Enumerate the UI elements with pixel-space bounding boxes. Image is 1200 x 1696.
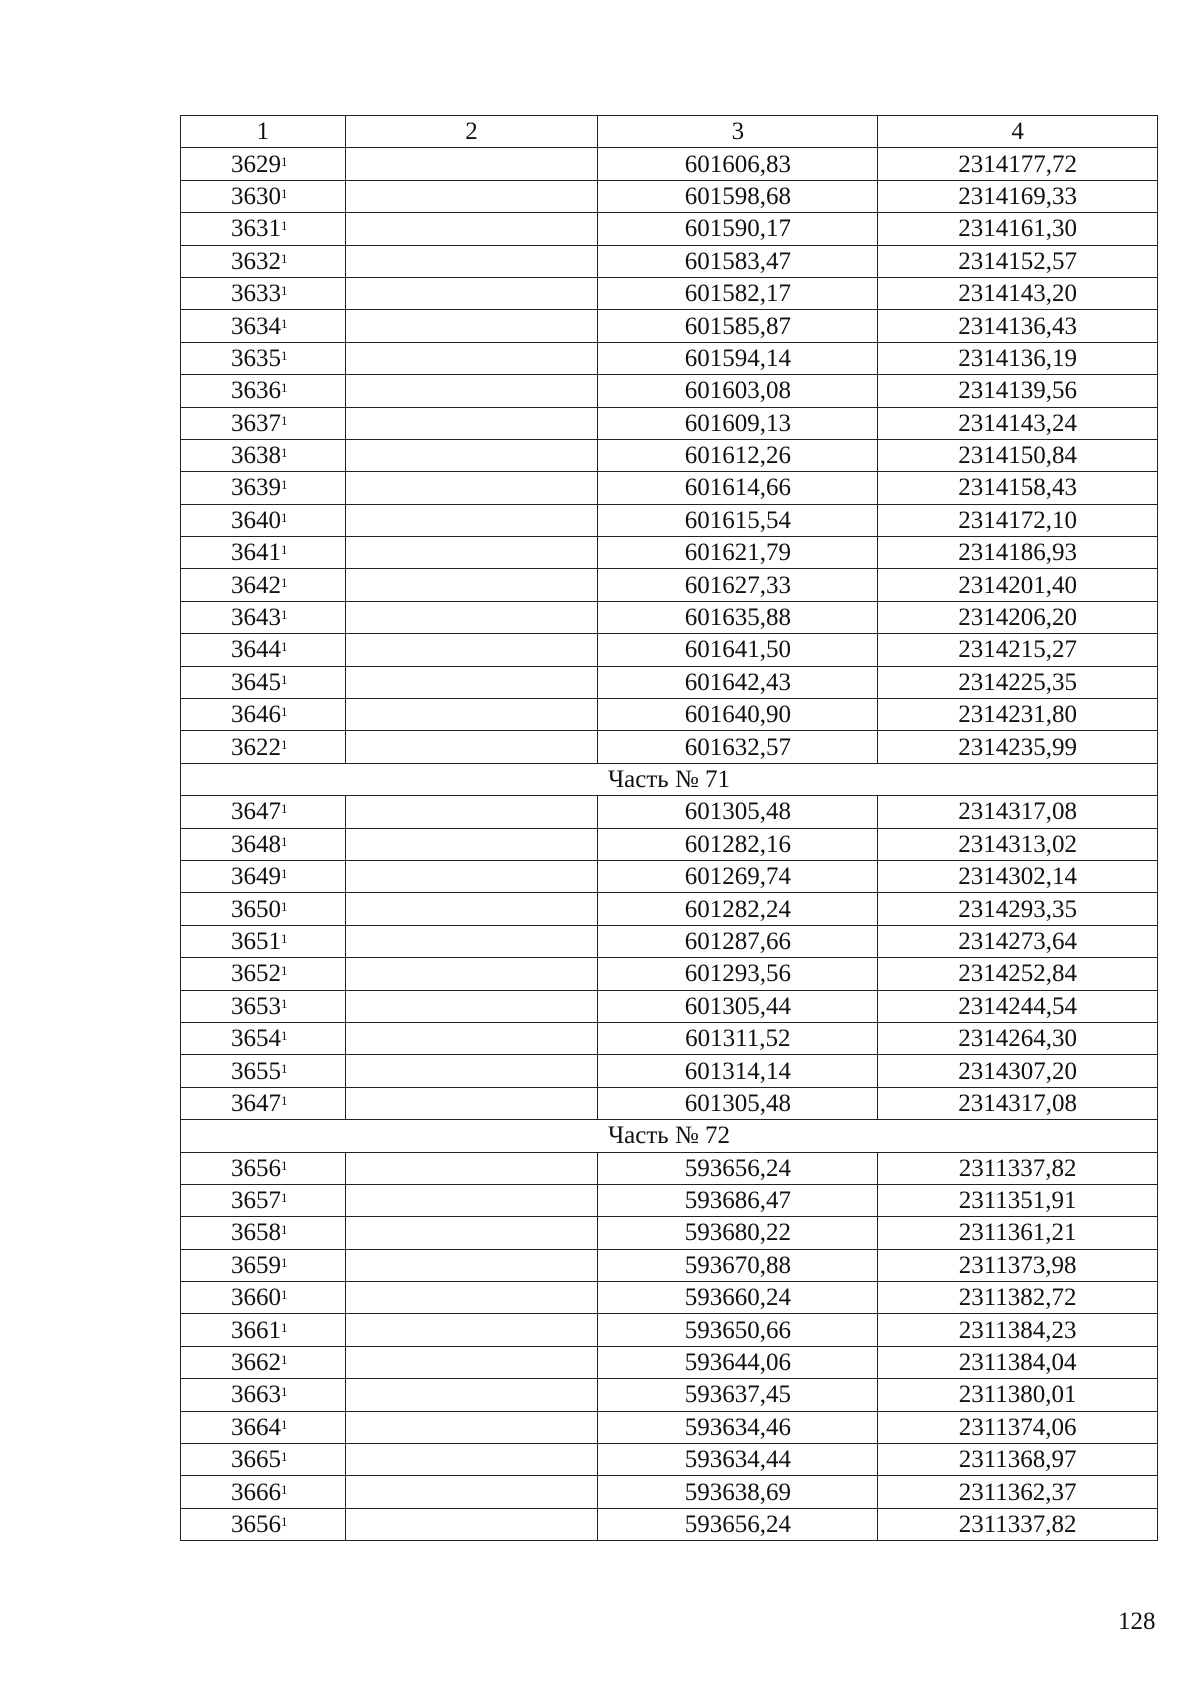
empty-cell [345, 310, 598, 342]
point-number-superscript: 1 [281, 1190, 288, 1206]
point-number: 3632 [231, 247, 281, 275]
x-coordinate-cell: 601612,26 [598, 439, 878, 471]
point-number-superscript: 1 [281, 866, 288, 882]
empty-cell [345, 1314, 598, 1346]
point-number-superscript: 1 [281, 283, 288, 299]
point-number-cell [181, 1087, 346, 1119]
point-number: 3640 [231, 506, 281, 534]
y-coordinate-cell: 2314177,72 [878, 148, 1158, 180]
point-number-cell [181, 1249, 346, 1281]
empty-cell [345, 180, 598, 212]
point-number: 3645 [231, 668, 281, 696]
table-row [181, 1508, 1158, 1540]
empty-cell [345, 277, 598, 309]
point-number: 3656 [231, 1510, 281, 1538]
table-row [181, 1249, 1158, 1281]
table-row [181, 1282, 1158, 1314]
x-coordinate-cell: 601598,68 [598, 180, 878, 212]
empty-cell [345, 375, 598, 407]
point-number-superscript: 1 [281, 315, 288, 331]
x-coordinate-cell: 593656,24 [598, 1508, 878, 1540]
x-coordinate-cell: 593686,47 [598, 1184, 878, 1216]
table-row [181, 342, 1158, 374]
y-coordinate-cell: 2314231,80 [878, 699, 1158, 731]
table-row [181, 731, 1158, 763]
y-coordinate-cell: 2314225,35 [878, 666, 1158, 698]
x-coordinate-cell: 601614,66 [598, 472, 878, 504]
x-coordinate-cell: 601269,74 [598, 860, 878, 892]
point-number: 3641 [231, 539, 281, 567]
y-coordinate-cell: 2314136,43 [878, 310, 1158, 342]
table-row [181, 990, 1158, 1022]
point-number: 3622 [231, 733, 281, 761]
table-row [181, 1346, 1158, 1378]
table-row [181, 375, 1158, 407]
y-coordinate-cell: 2314244,54 [878, 990, 1158, 1022]
table-row [181, 925, 1158, 957]
point-number-superscript: 1 [281, 1481, 288, 1497]
header-cell: 1 [181, 116, 346, 148]
y-coordinate-cell: 2311374,06 [878, 1411, 1158, 1443]
point-number: 3658 [231, 1219, 281, 1247]
empty-cell [345, 1184, 598, 1216]
point-number-cell [181, 310, 346, 342]
table-row [181, 148, 1158, 180]
table-row [181, 666, 1158, 698]
point-number-cell [181, 504, 346, 536]
point-number: 3637 [231, 409, 281, 437]
x-coordinate-cell: 601606,83 [598, 148, 878, 180]
x-coordinate-cell: 601305,48 [598, 1087, 878, 1119]
x-coordinate-cell: 601293,56 [598, 958, 878, 990]
table-row [181, 407, 1158, 439]
x-coordinate-cell: 593644,06 [598, 1346, 878, 1378]
point-number-cell [181, 634, 346, 666]
point-number-cell [181, 1022, 346, 1054]
table-row [181, 439, 1158, 471]
table-row [181, 537, 1158, 569]
x-coordinate-cell: 593670,88 [598, 1249, 878, 1281]
point-number-cell [181, 1476, 346, 1508]
table-row [181, 504, 1158, 536]
empty-cell [345, 699, 598, 731]
empty-cell [345, 1087, 598, 1119]
y-coordinate-cell: 2314136,19 [878, 342, 1158, 374]
x-coordinate-cell: 601305,48 [598, 796, 878, 828]
point-number: 3649 [231, 863, 281, 891]
coordinates-table [180, 115, 1158, 1541]
point-number-cell [181, 1055, 346, 1087]
x-coordinate-cell: 601621,79 [598, 537, 878, 569]
empty-cell [345, 407, 598, 439]
y-coordinate-cell: 2311384,04 [878, 1346, 1158, 1378]
point-number-cell [181, 666, 346, 698]
table-row [181, 1055, 1158, 1087]
point-number-superscript: 1 [281, 1449, 288, 1465]
y-coordinate-cell: 2314293,35 [878, 893, 1158, 925]
point-number: 3635 [231, 344, 281, 372]
point-number: 3634 [231, 312, 281, 340]
section-row [181, 1120, 1158, 1152]
x-coordinate-cell: 601615,54 [598, 504, 878, 536]
point-number-superscript: 1 [281, 445, 288, 461]
point-number-superscript: 1 [281, 833, 288, 849]
section-row [181, 763, 1158, 795]
x-coordinate-cell: 601627,33 [598, 569, 878, 601]
point-number: 3654 [231, 1025, 281, 1053]
empty-cell [345, 860, 598, 892]
point-number-superscript: 1 [281, 671, 288, 687]
empty-cell [345, 1508, 598, 1540]
point-number: 3639 [231, 474, 281, 502]
point-number-superscript: 1 [281, 1287, 288, 1303]
empty-cell [345, 1217, 598, 1249]
empty-cell [345, 634, 598, 666]
point-number: 3643 [231, 604, 281, 632]
point-number-superscript: 1 [281, 1319, 288, 1335]
empty-cell [345, 666, 598, 698]
empty-cell [345, 1282, 598, 1314]
point-number-cell [181, 796, 346, 828]
point-number-superscript: 1 [281, 963, 288, 979]
y-coordinate-cell: 2311351,91 [878, 1184, 1158, 1216]
point-number-cell [181, 990, 346, 1022]
point-number-cell [181, 828, 346, 860]
point-number-superscript: 1 [281, 380, 288, 396]
point-number: 3659 [231, 1251, 281, 1279]
point-number-superscript: 1 [281, 509, 288, 525]
table-row [181, 1087, 1158, 1119]
point-number-superscript: 1 [281, 801, 288, 817]
table-row [181, 1217, 1158, 1249]
x-coordinate-cell: 601282,24 [598, 893, 878, 925]
point-number: 3630 [231, 182, 281, 210]
x-coordinate-cell: 601287,66 [598, 925, 878, 957]
empty-cell [345, 342, 598, 374]
y-coordinate-cell: 2314264,30 [878, 1022, 1158, 1054]
empty-cell [345, 1152, 598, 1184]
y-coordinate-cell: 2314307,20 [878, 1055, 1158, 1087]
x-coordinate-cell: 601305,44 [598, 990, 878, 1022]
point-number-cell [181, 1184, 346, 1216]
table-row [181, 245, 1158, 277]
point-number-cell [181, 472, 346, 504]
y-coordinate-cell: 2311373,98 [878, 1249, 1158, 1281]
point-number: 3663 [231, 1381, 281, 1409]
point-number-superscript: 1 [281, 1028, 288, 1044]
empty-cell [345, 1022, 598, 1054]
x-coordinate-cell: 601314,14 [598, 1055, 878, 1087]
empty-cell [345, 1055, 598, 1087]
empty-cell [345, 472, 598, 504]
x-coordinate-cell: 601635,88 [598, 601, 878, 633]
point-number: 3644 [231, 636, 281, 664]
point-number: 3660 [231, 1284, 281, 1312]
y-coordinate-cell: 2314161,30 [878, 213, 1158, 245]
empty-cell [345, 569, 598, 601]
point-number-superscript: 1 [281, 250, 288, 266]
x-coordinate-cell: 601603,08 [598, 375, 878, 407]
y-coordinate-cell: 2314150,84 [878, 439, 1158, 471]
empty-cell [345, 537, 598, 569]
point-number-superscript: 1 [281, 1352, 288, 1368]
point-number-cell [181, 148, 346, 180]
point-number-superscript: 1 [281, 704, 288, 720]
table-row [181, 213, 1158, 245]
point-number: 3661 [231, 1316, 281, 1344]
empty-cell [345, 1411, 598, 1443]
point-number-cell [181, 213, 346, 245]
table-row [181, 828, 1158, 860]
x-coordinate-cell: 593638,69 [598, 1476, 878, 1508]
y-coordinate-cell: 2314152,57 [878, 245, 1158, 277]
point-number: 3646 [231, 701, 281, 729]
header-cell: 3 [598, 116, 878, 148]
empty-cell [345, 958, 598, 990]
x-coordinate-cell: 601609,13 [598, 407, 878, 439]
y-coordinate-cell: 2314313,02 [878, 828, 1158, 860]
empty-cell [345, 504, 598, 536]
table-row [181, 860, 1158, 892]
point-number-superscript: 1 [281, 1384, 288, 1400]
point-number-cell [181, 245, 346, 277]
point-number-superscript: 1 [281, 1513, 288, 1529]
point-number-cell [181, 1379, 346, 1411]
point-number-superscript: 1 [281, 1416, 288, 1432]
y-coordinate-cell: 2314139,56 [878, 375, 1158, 407]
empty-cell [345, 1476, 598, 1508]
point-number: 3655 [231, 1057, 281, 1085]
page-number: 128 [1118, 1608, 1156, 1635]
point-number: 3642 [231, 571, 281, 599]
point-number: 3631 [231, 215, 281, 243]
x-coordinate-cell: 601641,50 [598, 634, 878, 666]
point-number-cell [181, 180, 346, 212]
table-row [181, 1184, 1158, 1216]
table-row [181, 1379, 1158, 1411]
header-row [181, 116, 1158, 148]
y-coordinate-cell: 2314206,20 [878, 601, 1158, 633]
empty-cell [345, 245, 598, 277]
point-number-cell [181, 893, 346, 925]
y-coordinate-cell: 2311368,97 [878, 1444, 1158, 1476]
y-coordinate-cell: 2311337,82 [878, 1508, 1158, 1540]
point-number: 3651 [231, 927, 281, 955]
point-number-cell [181, 1282, 346, 1314]
point-number-cell [181, 537, 346, 569]
y-coordinate-cell: 2314186,93 [878, 537, 1158, 569]
point-number: 3648 [231, 830, 281, 858]
table-row [181, 634, 1158, 666]
x-coordinate-cell: 601585,87 [598, 310, 878, 342]
y-coordinate-cell: 2314215,27 [878, 634, 1158, 666]
point-number-superscript: 1 [281, 542, 288, 558]
point-number-cell [181, 731, 346, 763]
y-coordinate-cell: 2314273,64 [878, 925, 1158, 957]
point-number: 3636 [231, 377, 281, 405]
x-coordinate-cell: 593637,45 [598, 1379, 878, 1411]
point-number-cell [181, 925, 346, 957]
empty-cell [345, 601, 598, 633]
point-number-cell [181, 1444, 346, 1476]
point-number: 3657 [231, 1187, 281, 1215]
table-row [181, 180, 1158, 212]
table-row [181, 958, 1158, 990]
point-number: 3665 [231, 1446, 281, 1474]
point-number-cell [181, 601, 346, 633]
point-number-cell [181, 958, 346, 990]
point-number-superscript: 1 [281, 1222, 288, 1238]
point-number-cell [181, 860, 346, 892]
y-coordinate-cell: 2314235,99 [878, 731, 1158, 763]
empty-cell [345, 731, 598, 763]
point-number: 3638 [231, 442, 281, 470]
table-row [181, 796, 1158, 828]
point-number-cell [181, 1508, 346, 1540]
point-number-cell [181, 439, 346, 471]
point-number: 3633 [231, 280, 281, 308]
point-number-superscript: 1 [281, 412, 288, 428]
x-coordinate-cell: 593660,24 [598, 1282, 878, 1314]
point-number-cell [181, 1346, 346, 1378]
point-number-cell [181, 375, 346, 407]
x-coordinate-cell: 601594,14 [598, 342, 878, 374]
empty-cell [345, 990, 598, 1022]
point-number-superscript: 1 [281, 153, 288, 169]
table-row [181, 1022, 1158, 1054]
y-coordinate-cell: 2311380,01 [878, 1379, 1158, 1411]
point-number: 3647 [231, 1089, 281, 1117]
point-number: 3666 [231, 1478, 281, 1506]
table-row [181, 1152, 1158, 1184]
point-number: 3662 [231, 1349, 281, 1377]
table-row [181, 893, 1158, 925]
section-title: Часть № 72 [181, 1120, 1158, 1152]
point-number-cell [181, 1217, 346, 1249]
point-number-cell [181, 342, 346, 374]
y-coordinate-cell: 2314317,08 [878, 796, 1158, 828]
x-coordinate-cell: 601642,43 [598, 666, 878, 698]
empty-cell [345, 1346, 598, 1378]
y-coordinate-cell: 2314169,33 [878, 180, 1158, 212]
y-coordinate-cell: 2314158,43 [878, 472, 1158, 504]
point-number: 3629 [231, 150, 281, 178]
table-row [181, 1314, 1158, 1346]
table-row [181, 699, 1158, 731]
point-number-superscript: 1 [281, 185, 288, 201]
x-coordinate-cell: 593656,24 [598, 1152, 878, 1184]
empty-cell [345, 1379, 598, 1411]
table-row [181, 1476, 1158, 1508]
point-number: 3664 [231, 1413, 281, 1441]
y-coordinate-cell: 2311361,21 [878, 1217, 1158, 1249]
empty-cell [345, 213, 598, 245]
table-row [181, 310, 1158, 342]
y-coordinate-cell: 2314252,84 [878, 958, 1158, 990]
y-coordinate-cell: 2314143,24 [878, 407, 1158, 439]
point-number-cell [181, 407, 346, 439]
point-number-superscript: 1 [281, 995, 288, 1011]
y-coordinate-cell: 2314143,20 [878, 277, 1158, 309]
x-coordinate-cell: 601311,52 [598, 1022, 878, 1054]
header-cell: 2 [345, 116, 598, 148]
empty-cell [345, 796, 598, 828]
point-number-superscript: 1 [281, 736, 288, 752]
y-coordinate-cell: 2311382,72 [878, 1282, 1158, 1314]
y-coordinate-cell: 2314201,40 [878, 569, 1158, 601]
y-coordinate-cell: 2311384,23 [878, 1314, 1158, 1346]
y-coordinate-cell: 2311362,37 [878, 1476, 1158, 1508]
point-number-cell [181, 1152, 346, 1184]
point-number: 3652 [231, 960, 281, 988]
point-number-superscript: 1 [281, 1092, 288, 1108]
x-coordinate-cell: 601282,16 [598, 828, 878, 860]
point-number-superscript: 1 [281, 639, 288, 655]
point-number-cell [181, 699, 346, 731]
table-row [181, 569, 1158, 601]
point-number-superscript: 1 [281, 477, 288, 493]
table-row [181, 601, 1158, 633]
y-coordinate-cell: 2314172,10 [878, 504, 1158, 536]
table-row [181, 1444, 1158, 1476]
point-number-superscript: 1 [281, 347, 288, 363]
point-number-cell [181, 569, 346, 601]
x-coordinate-cell: 601632,57 [598, 731, 878, 763]
x-coordinate-cell: 593634,46 [598, 1411, 878, 1443]
point-number: 3647 [231, 798, 281, 826]
table-row [181, 277, 1158, 309]
point-number-cell [181, 277, 346, 309]
point-number: 3653 [231, 992, 281, 1020]
y-coordinate-cell: 2314317,08 [878, 1087, 1158, 1119]
section-title: Часть № 71 [181, 763, 1158, 795]
empty-cell [345, 439, 598, 471]
point-number-superscript: 1 [281, 607, 288, 623]
empty-cell [345, 828, 598, 860]
coordinates-table-body [181, 116, 1158, 1541]
y-coordinate-cell: 2314302,14 [878, 860, 1158, 892]
point-number-superscript: 1 [281, 1254, 288, 1270]
point-number-superscript: 1 [281, 930, 288, 946]
table-row [181, 1411, 1158, 1443]
point-number-superscript: 1 [281, 218, 288, 234]
x-coordinate-cell: 601590,17 [598, 213, 878, 245]
empty-cell [345, 1249, 598, 1281]
point-number: 3650 [231, 895, 281, 923]
empty-cell [345, 148, 598, 180]
point-number-cell [181, 1411, 346, 1443]
point-number-superscript: 1 [281, 898, 288, 914]
x-coordinate-cell: 601582,17 [598, 277, 878, 309]
point-number-cell [181, 1314, 346, 1346]
empty-cell [345, 1444, 598, 1476]
x-coordinate-cell: 601583,47 [598, 245, 878, 277]
point-number-superscript: 1 [281, 574, 288, 590]
point-number-superscript: 1 [281, 1060, 288, 1076]
empty-cell [345, 893, 598, 925]
y-coordinate-cell: 2311337,82 [878, 1152, 1158, 1184]
x-coordinate-cell: 593634,44 [598, 1444, 878, 1476]
table-row [181, 472, 1158, 504]
x-coordinate-cell: 593680,22 [598, 1217, 878, 1249]
empty-cell [345, 925, 598, 957]
point-number: 3656 [231, 1154, 281, 1182]
x-coordinate-cell: 601640,90 [598, 699, 878, 731]
header-cell: 4 [878, 116, 1158, 148]
point-number-superscript: 1 [281, 1157, 288, 1173]
x-coordinate-cell: 593650,66 [598, 1314, 878, 1346]
